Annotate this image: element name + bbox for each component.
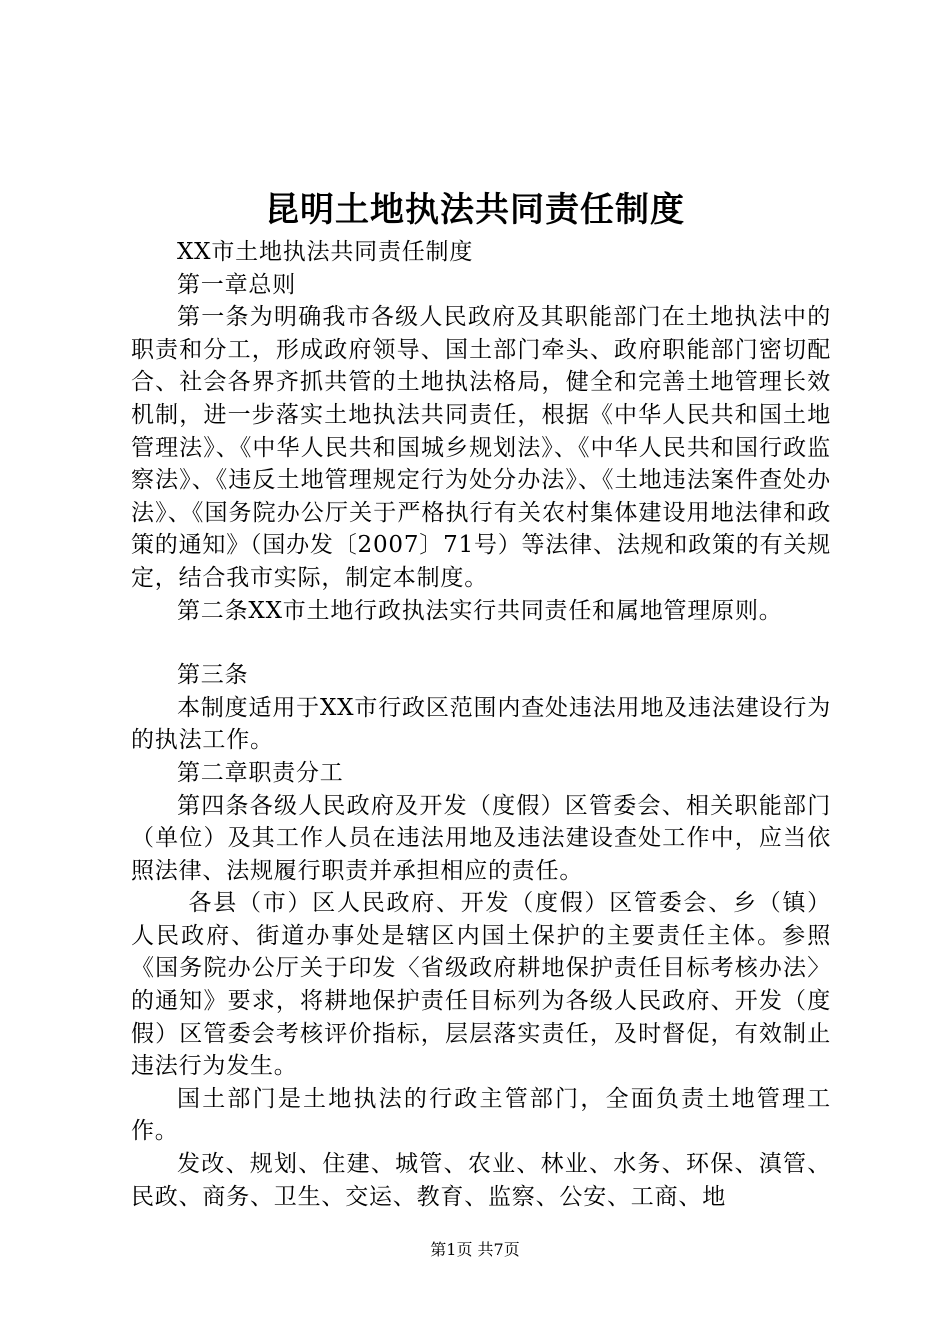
paragraph-subtitle: XX市土地执法共同责任制度 <box>177 239 474 265</box>
paragraph-land-department: 国土部门是土地执法的行政主管部门，全面负责土地管理工作。 <box>131 1085 831 1145</box>
document-title: 昆明土地执法共同责任制度 <box>265 190 685 230</box>
page-footer: 第1页 共7页 <box>430 1240 520 1259</box>
paragraph-departments-list: 发改、规划、住建、城管、农业、林业、水务、环保、滇管、民政、商务、卫生、交运、教育、监察、公安、工商、地 <box>131 1151 831 1210</box>
paragraph-article-1: 第一条为明确我市各级人民政府及其职能部门在土地执法中的职责和分工，形成政府领导、国土部门牵头、政府职能部门密切配合、社会各界齐抓共管的土地执法格局，健全和完善土地管理长效机制，进一步落实土地执法共同责任，根据《中华人民共和国土地管理法》、《中华人民共和国城乡规划法》、《中华人民共和国行政监察法》、《违反土地管理规定行为处分办法》、《土地违法案件查处办法》、《国务院办公厅关于严格执行有关农村集体建设用地法律和政策的通知》（国办发〔2007〕71号）等法律、法规和政策的有关规定，结合我市实际，制定本制度。 <box>131 304 831 591</box>
paragraph-article-3: 本制度适用于XX市行政区范围内查处违法用地及违法建设行为的执法工作。 <box>131 694 831 754</box>
document-body <box>131 236 831 1213</box>
paragraph-article-4: 第四条各级人民政府及开发（度假）区管委会、相关职能部门（单位）及其工作人员在违法用地及违法建设查处工作中，应当依照法律、法规履行职责并承担相应的责任。 <box>131 792 831 884</box>
paragraph-chapter-2: 第二章职责分工 <box>177 759 344 786</box>
paragraph-article-2: 第二条XX市土地行政执法实行共同责任和属地管理原则。 <box>177 597 783 624</box>
paragraph-article-3-heading: 第三条 <box>177 662 249 689</box>
paragraph-county-responsibility: 各县（市）区人民政府、开发（度假）区管委会、乡（镇）人民政府、街道办事处是辖区内国土保护的主要责任主体。参照《国务院办公厅关于印发〈省级政府耕地保护责任目标考核办法〉的通知》要求，将耕地保护责任目标列为各级人民政府、开发（度假）区管委会考核评价指标，层层落实责任，及时督促，有效制止违法行为发生。 <box>131 890 831 1080</box>
paragraph-chapter-1: 第一章总则 <box>177 271 296 298</box>
